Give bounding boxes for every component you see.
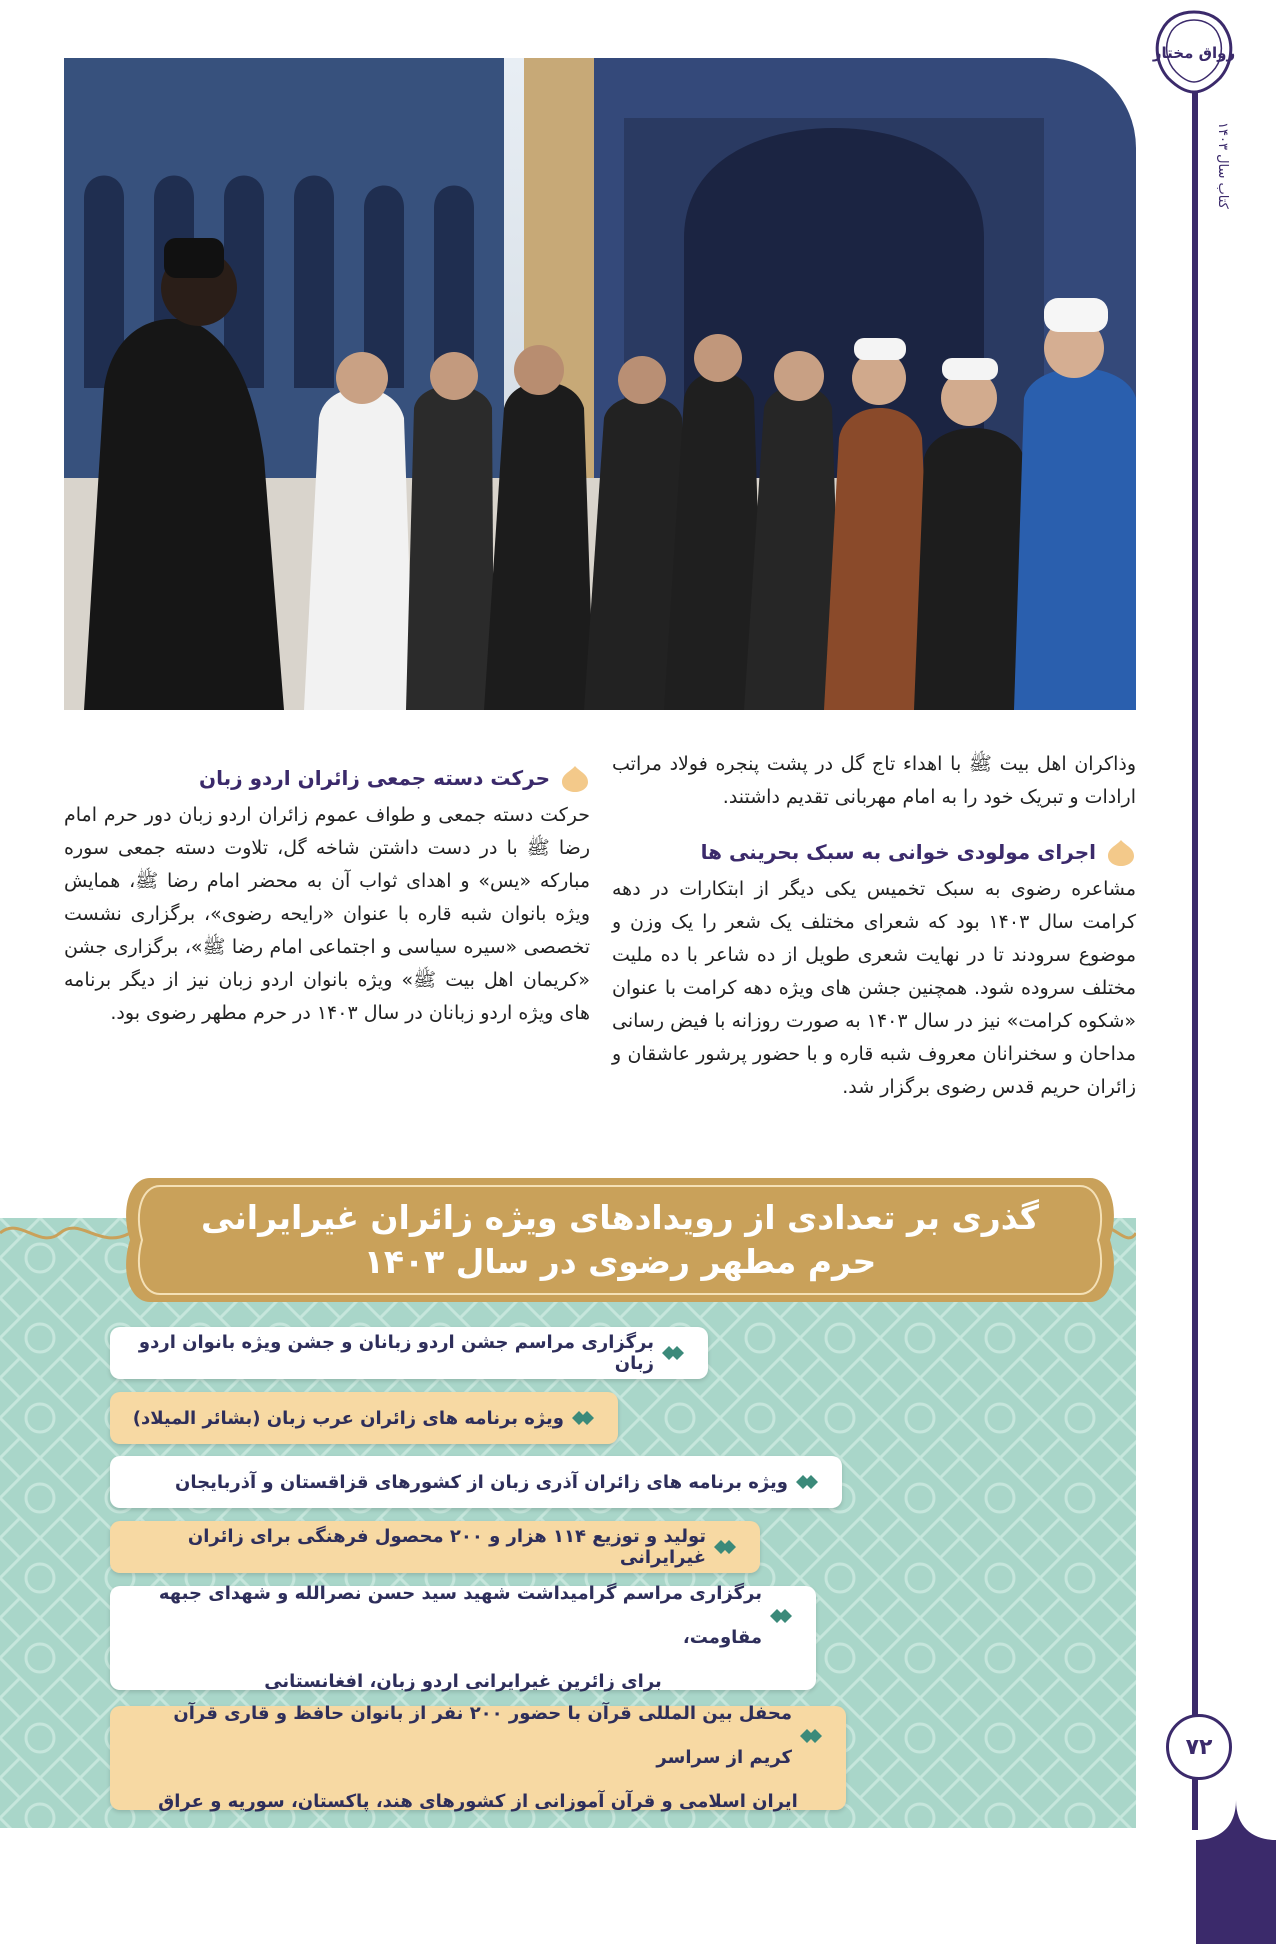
bullet-icon <box>798 1726 824 1746</box>
event-text: تولید و توزیع ۱۱۴ هزار و ۲۰۰ محصول فرهنگی برای زائران غیرایرانی <box>187 1526 706 1568</box>
event-text: برگزاری مراسم جشن اردو زبانان و جشن ویژه بانوان اردو زبان <box>138 1332 654 1374</box>
bullet-icon <box>794 1472 820 1492</box>
right-column <box>612 748 1136 1104</box>
events-title-line2: حرم مطهر رضوی در سال ۱۴۰۳ <box>363 1242 877 1281</box>
event-item <box>110 1456 842 1508</box>
bullet-icon <box>570 1408 596 1428</box>
event-item <box>110 1327 708 1379</box>
section-heading-bahraini <box>612 836 1136 869</box>
event-item <box>110 1521 760 1573</box>
book-label: کتاب سال ۱۴۰۳ <box>1215 121 1230 209</box>
heading-bullet-icon <box>560 764 590 794</box>
events-title-line1: گذری بر تعدادی از رویدادهای ویژه زائران غیرایرانی <box>201 1198 1039 1237</box>
events-title-banner <box>120 1178 1120 1302</box>
event-item <box>110 1583 816 1692</box>
section-heading-urdu <box>64 762 590 795</box>
event-text-continued: برای زائرین غیرایرانی اردو زبان، افغانستانی <box>264 1671 662 1692</box>
event-item <box>110 1392 618 1444</box>
event-text: محفل بین المللی قرآن با حضور ۲۰۰ نفر از بانوان حافظ و قاری قرآن کریم از سراسر <box>173 1703 792 1768</box>
section-body: مشاعره رضوی به سبک تخمیس یکی دیگر از ابتکارات در دهه کرامت سال ۱۴۰۳ بود که شعرای مختلف یک شعر را یک وزن و موضوع سرودند تا در نهایت شعری طویل از ده شاعر با ده ملیت مختلف سروده شود. همچنین جشن های ویژه دهه کرامت با عنوان «شکوه کرامت» نیز در سال ۱۴۰۳ به صورت روزانه با فیض رسانی مداحان و سخنرانان معروف شبه قاره و با حضور پرشور عاشقان و زائران حریم قدس رضوی برگزار شد. <box>612 878 1136 1098</box>
intro-paragraph: وذاکران اهل بیت ﷺ با اهداء تاج گل در پشت پنجره فولاد مراتب ارادات و تبریک خود را به امام مهربانی تقدیم داشتند. <box>612 753 1136 808</box>
event-text: ویژه برنامه های زائران عرب زبان (بشائر المیلاد) <box>132 1407 564 1429</box>
page-number: ۷۲ <box>1166 1714 1232 1780</box>
section-heading-text: حرکت دسته جمعی زائران اردو زبان <box>199 766 550 790</box>
side-rule <box>1192 70 1198 1830</box>
shrine-photo <box>64 58 1136 710</box>
photo-illustration <box>64 58 1136 710</box>
section-heading-text: اجرای مولودی خوانی به سبک بحرینی ها <box>700 840 1096 864</box>
event-text: برگزاری مراسم گرامیداشت شهید سید حسن نصرالله و شهدای جبهه مقاومت، <box>158 1583 762 1648</box>
heading-bullet-icon <box>1106 838 1136 868</box>
logo-text: رواق مختار <box>1152 44 1236 62</box>
event-item <box>110 1703 846 1812</box>
bullet-icon <box>660 1343 686 1363</box>
bottom-tab-decoration <box>1196 1800 1276 1944</box>
border-ornament-left-icon <box>0 1216 130 1250</box>
event-text: ویژه برنامه های زائران آذری زبان از کشورهای قزاقستان و آذربایجان <box>175 1471 788 1493</box>
bullet-icon <box>768 1606 794 1626</box>
left-column <box>64 762 590 1030</box>
event-text-continued: ایران اسلامی و قرآن آموزانی از کشورهای هند، پاکستان، سوریه و عراق <box>158 1791 798 1812</box>
book-logo-icon <box>1150 8 1238 96</box>
section-body: حرکت دسته جمعی و طواف عموم زائران اردو زبان دور حرم امام رضا ﷺ با در دست داشتن شاخه گل، تلاوت دسته جمعی سوره مبارکه «یس» و اهدای ثواب آن به محضر امام رضا ﷺ، همایش ویژه بانوان شبه قاره با عنوان «رایحه رضوی»، برگزاری نشست تخصصی «سیره سیاسی و اجتماعی امام رضا ﷺ»، برگزاری جشن «کریمان اهل بیت ﷺ» ویژه بانوان اردو زبان نیز از دیگر برنامه های ویژه اردو زبانان در سال ۱۴۰۳ در حرم مطهر رضوی بود. <box>64 804 590 1024</box>
bullet-icon <box>712 1537 738 1557</box>
